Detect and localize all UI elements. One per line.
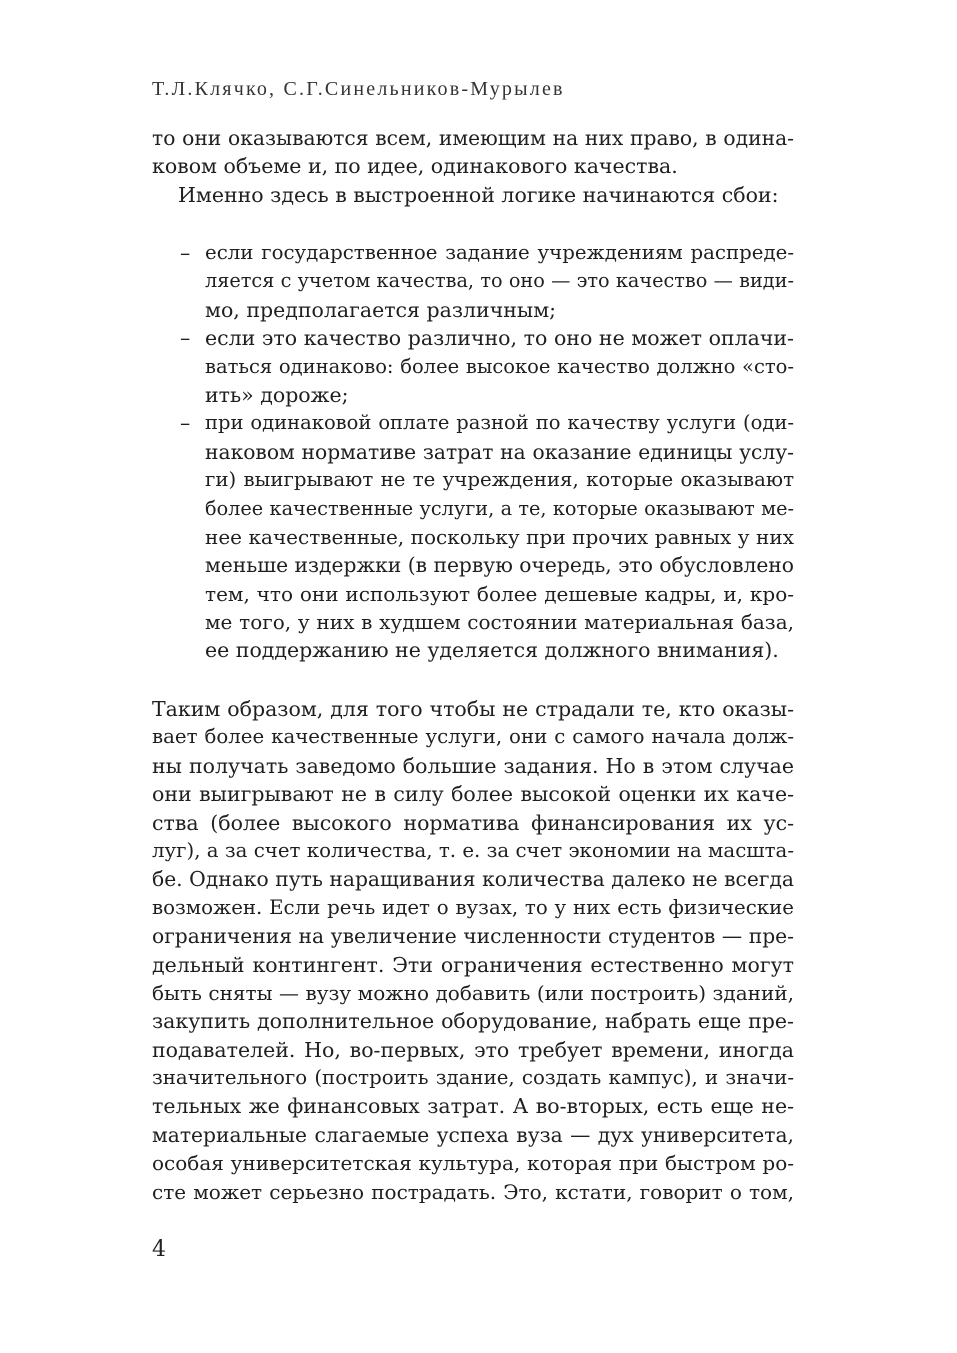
list-item [180, 239, 794, 324]
text-line: сте может серьезно пострадать. Это, кстати, говорит о том, [152, 1179, 794, 1204]
text-line: ны получать заведомо большие задания. Но в этом случае [152, 753, 794, 778]
text-line: закупить дополнительное оборудование, набрать еще пре- [152, 1009, 794, 1034]
dash-list [180, 239, 794, 665]
text-line: наковом нормативе затрат на оказание единицы услу- [205, 439, 794, 464]
text-line: ее поддержанию не уделяется должного внимания). [205, 638, 779, 663]
text-line: ме того, у них в худшем состоянии материальная база, [205, 610, 794, 635]
text-line: ляется с учетом качества, то оно — это качество — види- [205, 269, 794, 293]
text-line: ить» дороже; [205, 382, 349, 407]
text-line: Таким образом, для того чтобы не страдали те, кто оказы- [152, 697, 794, 721]
text-line: ги) выигрывают не те учреждения, которые оказывают [205, 468, 794, 492]
text-line: тем, что они используют более дешевые кадры, и, кро- [205, 581, 794, 606]
text-line: значительного (построить здание, создать кампус), и значи- [152, 1066, 794, 1090]
text-line: материальные слагаемые успеха вуза — дух университета, [152, 1122, 794, 1147]
text-line: возможен. Если речь идет о вузах, то у них есть физические [152, 895, 794, 919]
text-line: тельных же финансовых затрат. А во-вторых, есть еще не- [152, 1094, 794, 1119]
lead-line: Именно здесь в выстроенной логике начинаются сбои: [178, 182, 779, 207]
text-line: при одинаковой оплате разной по качеству услуги (оди- [205, 411, 794, 435]
text-line: быть сняты — вузу можно добавить (или построить) зданий, [152, 980, 794, 1005]
text-line: они выигрывают не в силу более высокой оценки их каче- [152, 782, 794, 807]
text-line: особая университетская культура, которая при быстром ро- [152, 1151, 794, 1176]
text-line: ства (более высокого норматива финансирования их ус- [152, 810, 794, 835]
text-line: дельный контингент. Эти ограничения естественно могут [152, 952, 794, 977]
text-line: если государственное задание учреждениям распреде- [205, 241, 794, 264]
text-line: луг), а за счет количества, т. е. за счет экономии на масшта- [152, 838, 794, 862]
list-marker: – [180, 411, 191, 436]
text-line: если это качество различно, то оно не может оплачи- [205, 326, 794, 351]
text-line: ковом объеме и, по идее, одинакового качества. [152, 154, 678, 179]
text-line: бе. Однако путь наращивания количества далеко не всегда [152, 867, 794, 892]
text-line: ваться одинаково: более высокое качество должно «сто- [205, 354, 794, 378]
text-line: нее качественные, поскольку при прочих равных у них [205, 524, 794, 549]
list-marker: – [180, 326, 191, 351]
text-line: то они оказываются всем, имеющим на них право, в одина- [152, 126, 794, 150]
text-line: более качественные услуги, а те, которые оказывают ме- [205, 496, 794, 520]
body-paragraph [152, 695, 794, 1206]
text-line: меньше издержки (в первую очередь, это обусловлено [205, 553, 794, 578]
running-head: Т.Л.Клячко, С.Г.Синельников-Мурылев [152, 78, 565, 100]
page-number: 4 [152, 1237, 166, 1262]
list-item [180, 409, 794, 665]
text-line: ограничения на увеличение численности студентов — пре- [152, 924, 794, 949]
text-line: подавателей. Но, во-первых, это требует времени, иногда [152, 1037, 794, 1062]
text-line: вает более качественные услуги, они с самого начала долж- [152, 725, 794, 749]
list-item [180, 324, 794, 409]
list-marker: – [180, 241, 191, 265]
text-line: мо, предполагается различным; [205, 297, 557, 322]
intro-paragraph [152, 124, 794, 209]
